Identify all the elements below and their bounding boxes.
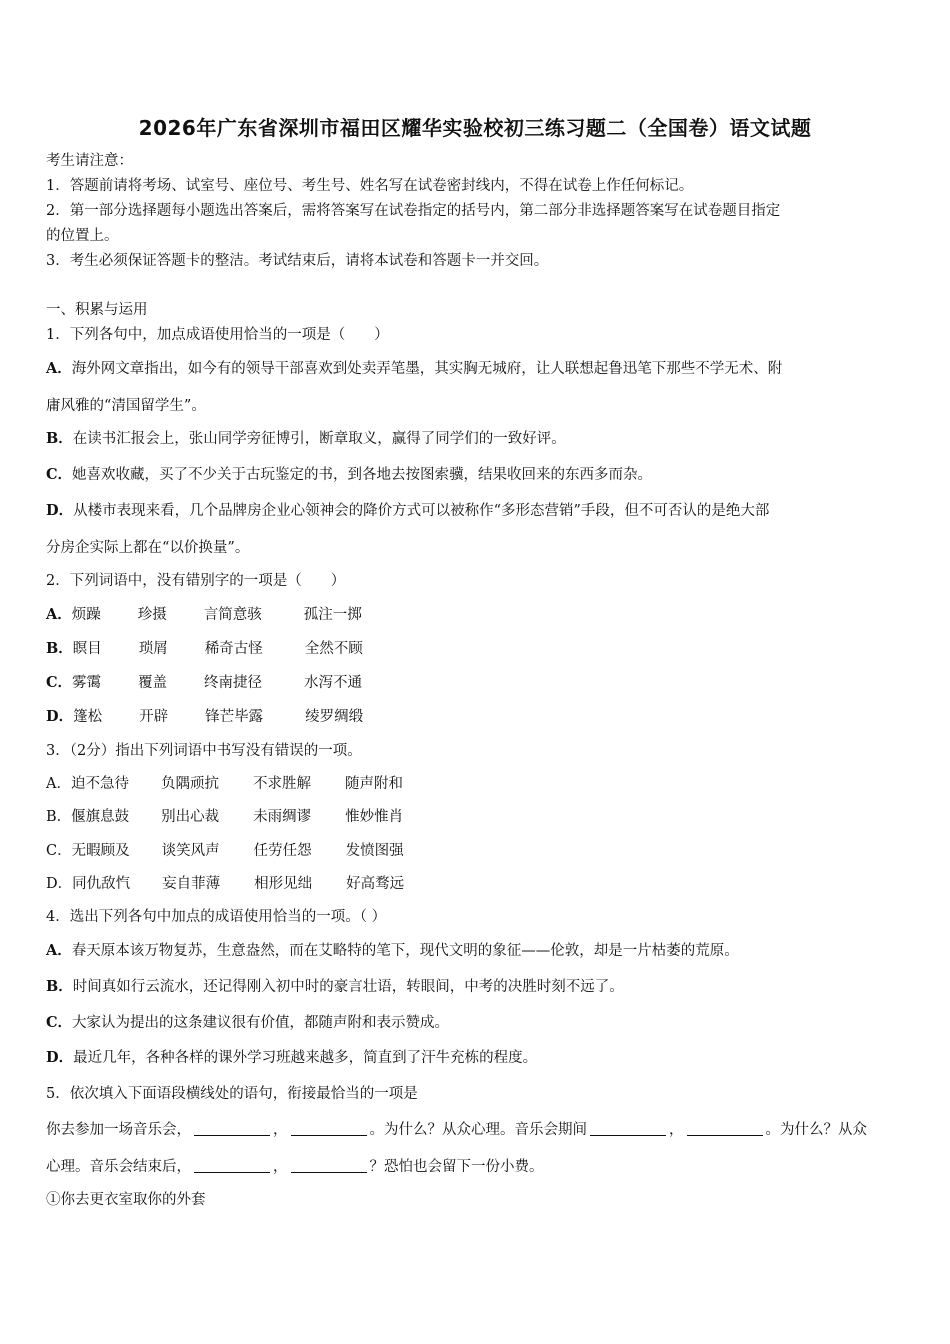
- q5-passage-line: 心理。音乐会结束后， ， ？恐怕也会留下一份小费。: [46, 1159, 544, 1175]
- q4-option-d: D．最近几年，各种各样的课外学习班越来越多，简直到了汗牛充栋的程度。: [46, 1049, 538, 1066]
- fill-blank[interactable]: [194, 1158, 270, 1173]
- fill-blank[interactable]: [194, 1121, 270, 1136]
- section-heading: 一、积累与运用: [46, 302, 148, 318]
- q1-option-d-cont: 分房企实际上都在“以价换量”。: [46, 540, 250, 556]
- fill-blank[interactable]: [590, 1121, 666, 1136]
- q5-stem: 5．依次填入下面语段横线处的语句，衔接最恰当的一项是: [46, 1086, 418, 1102]
- q3-option-a: A．迫不急待 负隅顽抗 不求胜解 随声附和: [46, 776, 403, 792]
- q1-option-a-cont: 庸风雅的“清国留学生”。: [46, 398, 206, 414]
- q2-option-c: C．雾霭 覆盖 终南捷径 水泻不通: [46, 674, 363, 691]
- q1-option-b: B．在读书汇报会上，张山同学旁征博引，断章取义，赢得了同学们的一致好评。: [46, 430, 566, 447]
- notice-item: 1．答题前请将考场、试室号、座位号、考生号、姓名写在试卷密封线内，不得在试卷上作任何标记。: [46, 178, 694, 194]
- q2-option-b: B．瞑目 琐屑 稀奇古怪 全然不顾: [46, 640, 363, 657]
- notice-item: 2．第一部分选择题每小题选出答案后，需将答案写在试卷指定的括号内，第二部分非选择题答案写在试卷题目指定: [46, 203, 781, 219]
- q1-stem: 1．下列各句中，加点成语使用恰当的一项是（ ）: [46, 327, 389, 343]
- q3-option-d: D．同仇敌忾 妄自菲薄 相形见绌 好高骛远: [46, 876, 405, 892]
- notice-heading: 考生请注意：: [46, 153, 133, 169]
- option-label: B．: [46, 978, 73, 995]
- option-label: A．: [46, 942, 72, 959]
- q3-option-b: B．偃旗息鼓 别出心裁 未雨绸谬 惟妙惟肖: [46, 809, 404, 825]
- exam-title: 2026年广东省深圳市福田区耀华实验校初三练习题二（全国卷）语文试题: [138, 116, 812, 140]
- fill-blank[interactable]: [291, 1121, 367, 1136]
- q1-option-d: D．从楼市表现来看，几个品牌房企业心领神会的降价方式可以被称作“多形态营销”手段，但不可否认的是绝大部: [46, 502, 770, 519]
- notice-item: 的位置上。: [46, 228, 119, 244]
- option-label: A．: [46, 360, 72, 377]
- q4-option-b: B．时间真如行云流水，还记得刚入初中时的豪言壮语，转眼间，中考的决胜时刻不远了。: [46, 978, 624, 995]
- q4-stem: 4．选出下列各句中加点的成语使用恰当的一项。（ ）: [46, 909, 387, 925]
- notice-item: 3．考生必须保证答题卡的整洁。考试结束后，请将本试卷和答题卡一并交回。: [46, 253, 549, 269]
- q4-option-c: C．大家认为提出的这条建议很有价值，都随声附和表示赞成。: [46, 1014, 450, 1031]
- option-label: C．: [46, 466, 73, 483]
- option-label: D．: [46, 502, 74, 519]
- option-label: C．: [46, 1014, 73, 1031]
- q2-option-a: A．烦躁 珍摄 言简意骇 孤注一掷: [46, 606, 362, 623]
- fill-blank[interactable]: [291, 1158, 367, 1173]
- q3-option-c: C．无暇顾及 谈笑风声 任劳任怨 发愤图强: [46, 843, 404, 859]
- q2-stem: 2．下列词语中，没有错别字的一项是（ ）: [46, 573, 346, 589]
- q1-option-c: C．她喜欢收藏，买了不少关于古玩鉴定的书，到各地去按图索骥，结果收回来的东西多而杂。: [46, 466, 653, 483]
- option-label: B．: [46, 430, 73, 447]
- option-label: D．: [46, 1049, 74, 1066]
- q4-option-a: A．春天原本该万物复苏，生意盎然，而在艾略特的笔下，现代文明的象征——伦敦，却是一片枯萎的荒原。: [46, 942, 739, 959]
- q2-option-d: D．篷松 开辟 锋芒毕露 绫罗绸缎: [46, 708, 364, 725]
- q5-option-1: ①你去更衣室取你的外套: [46, 1192, 206, 1208]
- q3-stem: 3．（2分）指出下列词语中书写没有错误的一项。: [46, 743, 362, 759]
- fill-blank[interactable]: [687, 1121, 763, 1136]
- q5-passage-line: 你去参加一场音乐会， ， 。为什么？从众心理。音乐会期间 ， 。为什么？从众: [46, 1122, 867, 1138]
- q1-option-a: A．海外网文章指出，如今有的领导干部喜欢到处卖弄笔墨，其实胸无城府，让人联想起鲁迅笔下那些不学无术、附: [46, 360, 783, 377]
